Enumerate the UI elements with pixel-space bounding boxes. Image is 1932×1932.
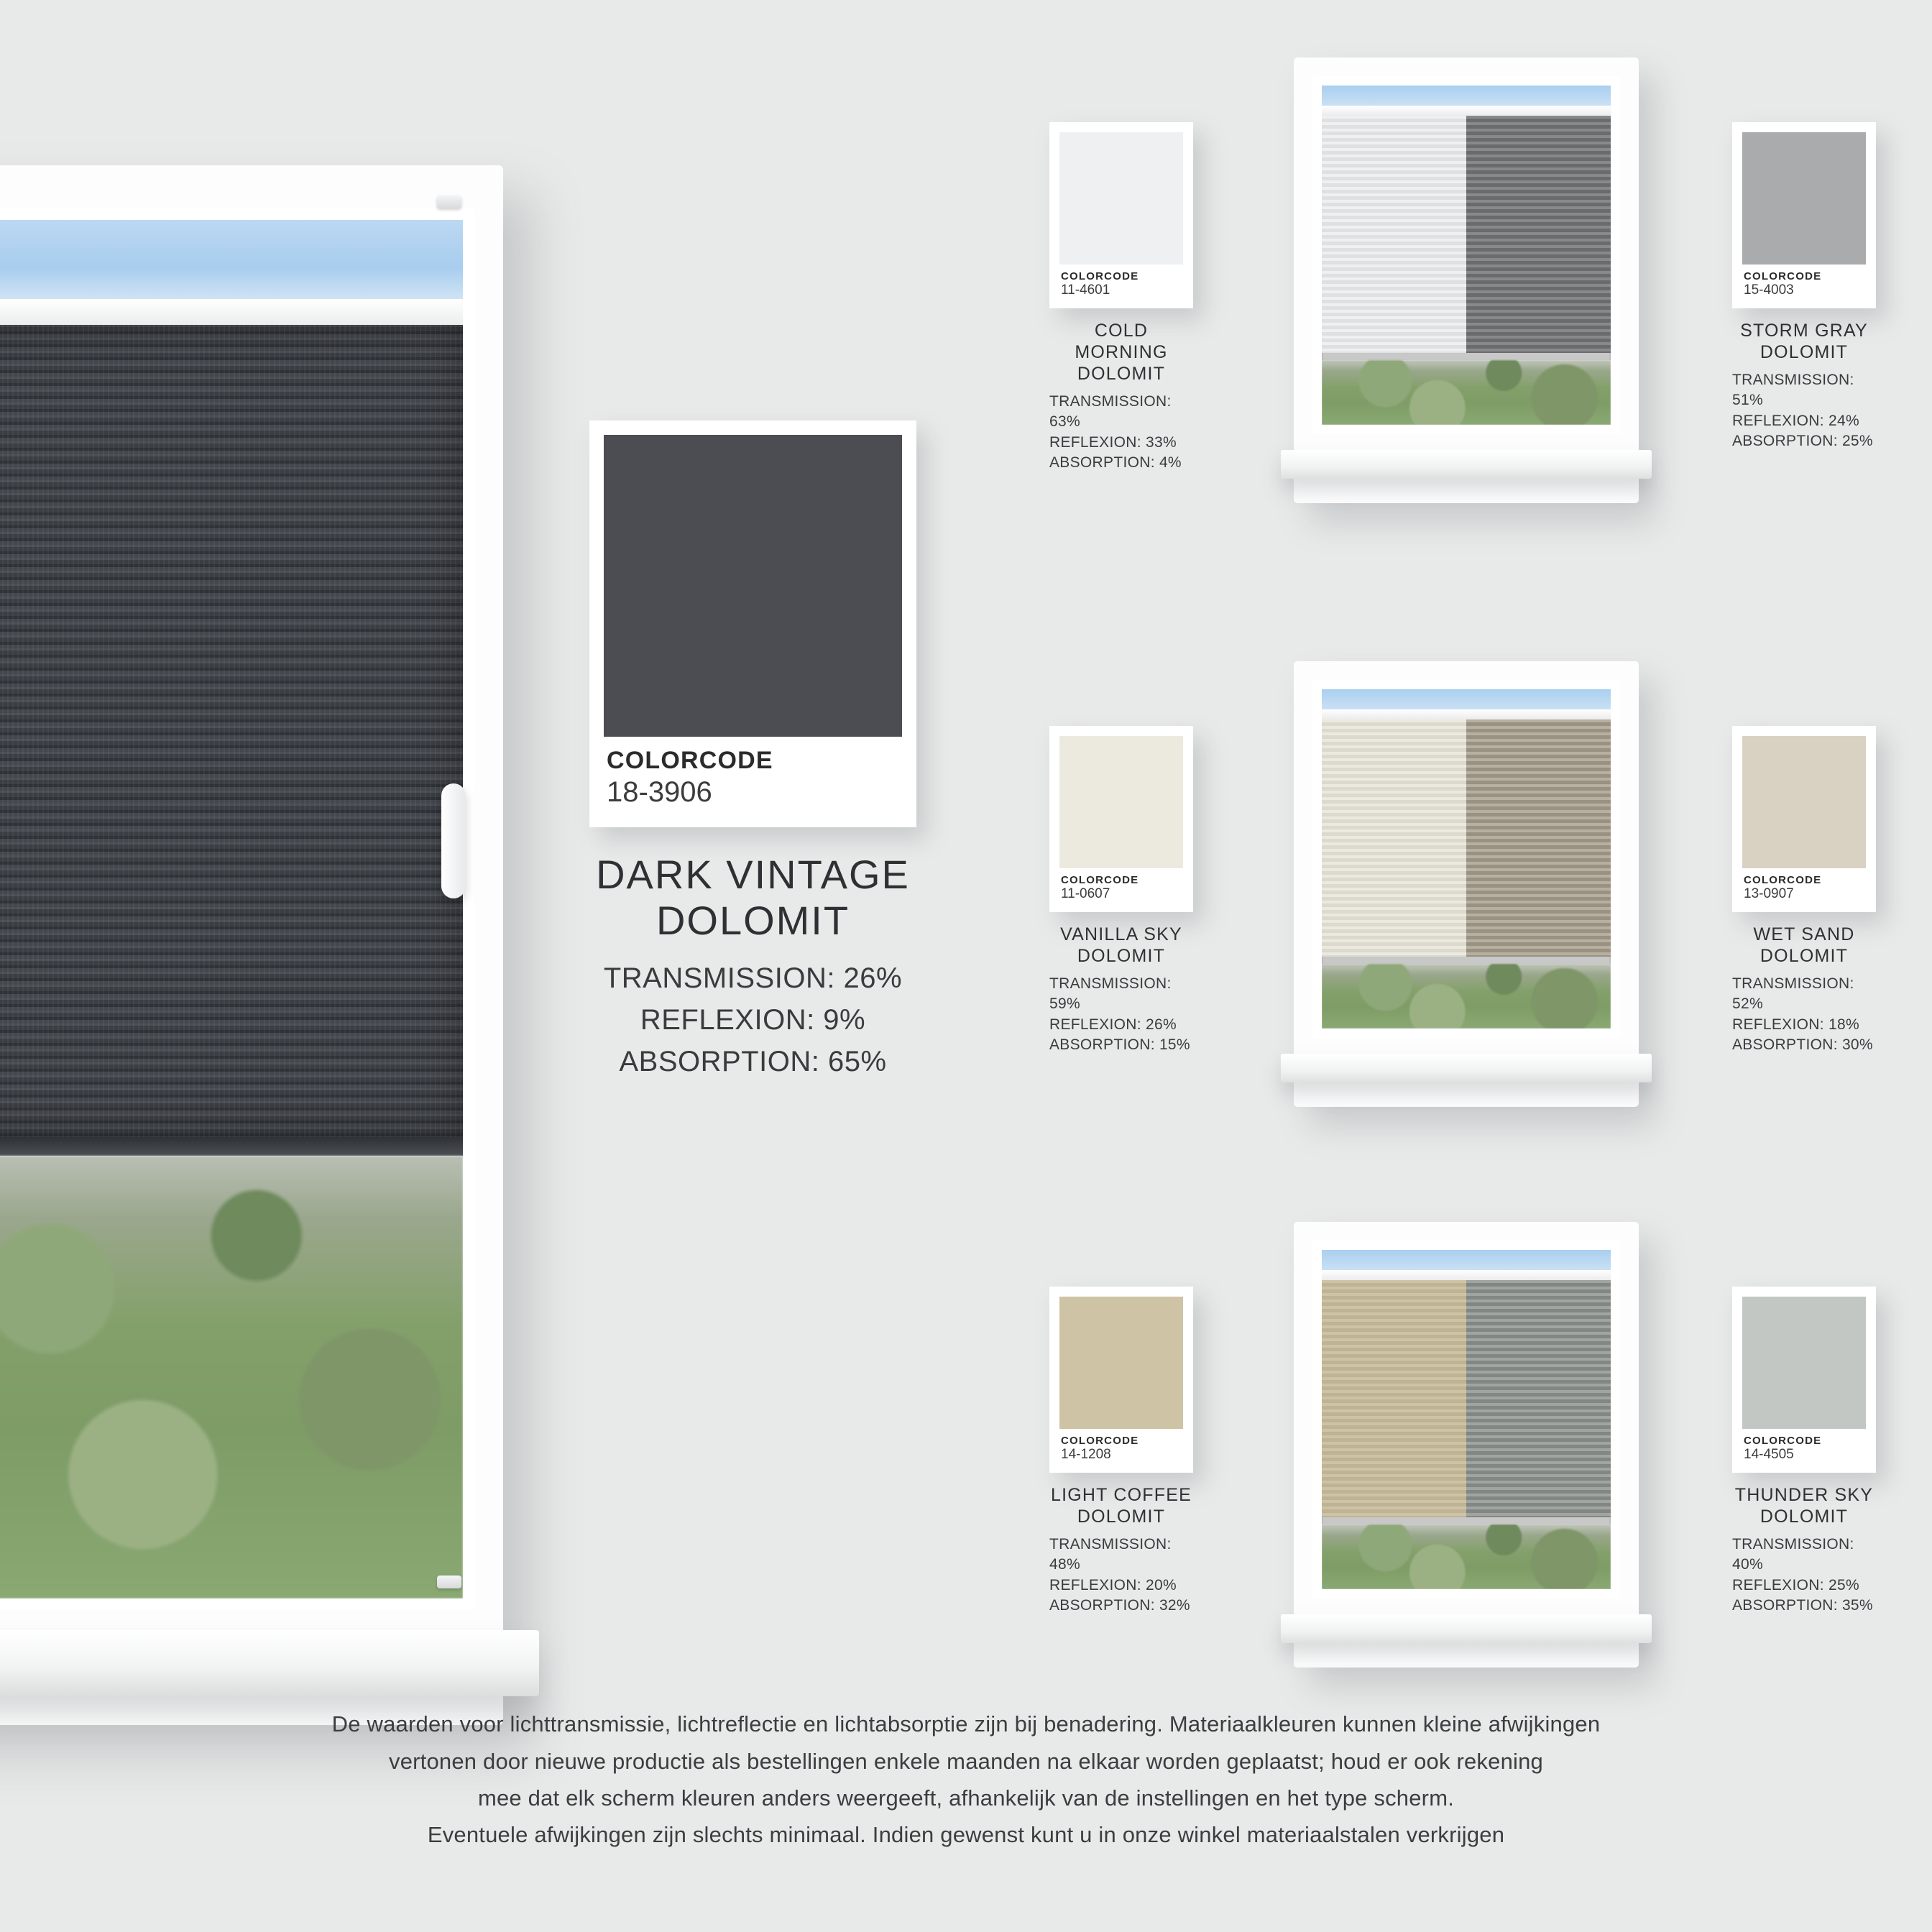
group-2-bottom-rail: [1322, 957, 1611, 964]
cold-morning-name-line1: COLD MORNING: [1075, 321, 1168, 362]
thunder-sky-transmission: TRANSMISSION: 40%: [1732, 1536, 1854, 1573]
storm-gray-specs: [1732, 370, 1876, 451]
main-swatch-meta: [604, 737, 902, 827]
thunder-sky-name-line1: THUNDER SKY: [1734, 1485, 1874, 1505]
main-color-name-line1: DARK VINTAGE: [596, 852, 910, 897]
light-coffee-polaroid: [1049, 1287, 1193, 1473]
hero-bracket-bottom-icon: [437, 1576, 461, 1588]
light-coffee-name: [1049, 1484, 1193, 1527]
vanilla-sky-name: [1049, 924, 1193, 967]
main-color-name-line2: DOLOMIT: [656, 898, 850, 944]
group-2-blind-right-half: [1466, 719, 1611, 957]
group-1-blind-left-half: [1322, 116, 1466, 353]
group-3-blind-left-half: [1322, 1280, 1466, 1517]
group-1-blind-right-half: [1466, 116, 1611, 353]
vanilla-sky-polaroid: [1049, 726, 1193, 912]
vanilla-sky-transmission: TRANSMISSION: 59%: [1049, 975, 1172, 1013]
main-color-card: [589, 420, 916, 1082]
hero-sky: [0, 220, 463, 299]
thunder-sky-polaroid: [1732, 1287, 1876, 1473]
group-2-sky: [1322, 689, 1611, 709]
group-1-landscape-view: [1322, 360, 1611, 425]
thunder-sky-name-line2: DOLOMIT: [1760, 1506, 1849, 1527]
group-2-headrail: [1322, 709, 1611, 719]
group-2-pleated-blind: [1322, 719, 1611, 957]
light-coffee-specs: [1049, 1535, 1193, 1616]
group-3-blind-right-half: [1466, 1280, 1611, 1517]
cold-morning-absorption: ABSORPTION: 4%: [1049, 454, 1182, 472]
storm-gray-name-line2: DOLOMIT: [1760, 342, 1849, 362]
group-1-bottom-rail: [1322, 353, 1611, 360]
group-3-headrail: [1322, 1270, 1611, 1280]
group-3-window: [1294, 1222, 1639, 1668]
vanilla-sky-name-line2: DOLOMIT: [1077, 946, 1166, 966]
color-card-light-coffee: [1049, 1287, 1193, 1616]
wet-sand-reflexion: REFLEXION: 18%: [1732, 1016, 1859, 1033]
group-3-pleated-blind: [1322, 1280, 1611, 1517]
footer-line-4: Eventuele afwijkingen zijn slechts minimaal. Indien gewenst kunt u in onze winkel materiaalstalen verkrijgen: [427, 1821, 1505, 1847]
hero-blind-handle: [441, 783, 466, 898]
group-3-bottom-rail: [1322, 1517, 1611, 1524]
color-card-cold-morning: [1049, 122, 1193, 473]
light-coffee-reflexion: REFLEXION: 20%: [1049, 1576, 1177, 1593]
color-group-3: [1006, 1222, 1926, 1725]
main-color-name: [589, 852, 916, 944]
footer-disclaimer: [0, 1706, 1932, 1853]
vanilla-sky-specs: [1049, 974, 1193, 1055]
cold-morning-reflexion: REFLEXION: 33%: [1049, 433, 1177, 451]
main-colorcode-value: 18-3906: [607, 776, 712, 808]
group-1-headrail: [1322, 106, 1611, 116]
group-2-window-glass: [1312, 680, 1620, 1038]
light-coffee-color-chip: [1059, 1297, 1183, 1429]
color-group-1: [1006, 58, 1926, 561]
wet-sand-name-line1: WET SAND: [1753, 924, 1855, 944]
color-card-wet-sand: [1732, 726, 1876, 1055]
group-3-window-glass: [1312, 1241, 1620, 1598]
storm-gray-absorption: ABSORPTION: 25%: [1732, 433, 1873, 450]
group-1-window-sill: [1281, 450, 1652, 479]
wet-sand-specs: [1732, 974, 1876, 1055]
cold-morning-name-line2: DOLOMIT: [1077, 364, 1166, 384]
vanilla-sky-colorcode-value: 11-0607: [1061, 886, 1110, 901]
thunder-sky-absorption: ABSORPTION: 35%: [1732, 1597, 1873, 1614]
wet-sand-color-chip: [1742, 736, 1866, 868]
wet-sand-absorption: ABSORPTION: 30%: [1732, 1036, 1873, 1054]
vanilla-sky-color-chip: [1059, 736, 1183, 868]
light-coffee-name-line2: DOLOMIT: [1077, 1506, 1166, 1527]
color-group-2: [1006, 661, 1926, 1164]
color-card-thunder-sky: [1732, 1287, 1876, 1616]
footer-line-2: vertonen door nieuwe productie als bestellingen enkele maanden na elkaar worden geplaatst; houd er ook rekening: [389, 1748, 1543, 1774]
storm-gray-transmission: TRANSMISSION: 51%: [1732, 372, 1854, 409]
thunder-sky-name: [1732, 1484, 1876, 1527]
storm-gray-polaroid: [1732, 122, 1876, 308]
wet-sand-transmission: TRANSMISSION: 52%: [1732, 975, 1854, 1013]
main-colorcode-label: COLORCODE: [607, 747, 773, 774]
storm-gray-colorcode-value: 15-4003: [1744, 282, 1794, 298]
light-coffee-transmission: TRANSMISSION: 48%: [1049, 1536, 1172, 1573]
thunder-sky-meta: [1742, 1429, 1866, 1473]
group-2-window: [1294, 661, 1639, 1107]
vanilla-sky-name-line1: VANILLA SKY: [1060, 924, 1182, 944]
thunder-sky-specs: [1732, 1535, 1876, 1616]
light-coffee-meta: [1059, 1429, 1183, 1473]
color-card-vanilla-sky: [1049, 726, 1193, 1055]
vanilla-sky-colorcode-label: COLORCODE: [1061, 874, 1139, 886]
main-color-specs: [589, 957, 916, 1082]
thunder-sky-color-chip: [1742, 1297, 1866, 1429]
wet-sand-colorcode-value: 13-0907: [1744, 886, 1794, 901]
storm-gray-name: [1732, 320, 1876, 363]
color-card-storm-gray: [1732, 122, 1876, 451]
storm-gray-reflexion: REFLEXION: 24%: [1732, 412, 1859, 429]
wet-sand-name: [1732, 924, 1876, 967]
group-3-sky: [1322, 1250, 1611, 1270]
cold-morning-polaroid: [1049, 122, 1193, 308]
storm-gray-meta: [1742, 264, 1866, 308]
main-reflexion: REFLEXION: 9%: [640, 1003, 866, 1036]
main-color-chip: [604, 435, 902, 737]
storm-gray-name-line1: STORM GRAY: [1740, 321, 1868, 341]
hero-window-sill: [0, 1630, 539, 1696]
main-swatch-polaroid: [589, 420, 916, 827]
wet-sand-meta: [1742, 868, 1866, 912]
main-transmission: TRANSMISSION: 26%: [603, 962, 903, 994]
group-2-blind-left-half: [1322, 719, 1466, 957]
hero-landscape-view: [0, 1156, 463, 1598]
group-1-window: [1294, 58, 1639, 503]
group-1-window-glass: [1312, 76, 1620, 434]
cold-morning-specs: [1049, 392, 1193, 473]
group-1-sky: [1322, 86, 1611, 106]
storm-gray-color-chip: [1742, 132, 1866, 264]
hero-window-glass: [0, 208, 474, 1610]
light-coffee-colorcode-label: COLORCODE: [1061, 1435, 1139, 1447]
footer-line-3: mee dat elk scherm kleuren anders weergeeft, afhankelijk van de instellingen en het type scherm.: [477, 1785, 1455, 1811]
hero-window-photo: [0, 165, 503, 1725]
footer-line-1: De waarden voor lichttransmissie, lichtreflectie en lichtabsorptie zijn bij benadering. Materiaalkleuren kunnen kleine afwijkingen: [331, 1711, 1601, 1737]
hero-landscape-detail: [0, 1156, 463, 1598]
cold-morning-color-chip: [1059, 132, 1183, 264]
wet-sand-colorcode-label: COLORCODE: [1744, 874, 1822, 886]
cold-morning-meta: [1059, 264, 1183, 308]
cold-morning-transmission: TRANSMISSION: 63%: [1049, 393, 1172, 431]
hero-bracket-top-icon: [437, 196, 461, 208]
cold-morning-colorcode-label: COLORCODE: [1061, 270, 1139, 282]
hero-bottom-rail: [0, 1137, 463, 1156]
group-2-window-sill: [1281, 1054, 1652, 1082]
hero-headrail: [0, 299, 463, 326]
light-coffee-absorption: ABSORPTION: 32%: [1049, 1597, 1190, 1614]
group-3-window-sill: [1281, 1614, 1652, 1643]
hero-pleated-blind-dark-vintage: [0, 325, 463, 1137]
wet-sand-polaroid: [1732, 726, 1876, 912]
cold-morning-name: [1049, 320, 1193, 385]
storm-gray-colorcode-label: COLORCODE: [1744, 270, 1822, 282]
light-coffee-colorcode-value: 14-1208: [1061, 1447, 1111, 1462]
group-1-pleated-blind: [1322, 116, 1611, 353]
vanilla-sky-meta: [1059, 868, 1183, 912]
thunder-sky-reflexion: REFLEXION: 25%: [1732, 1576, 1859, 1593]
main-absorption: ABSORPTION: 65%: [619, 1045, 887, 1077]
thunder-sky-colorcode-label: COLORCODE: [1744, 1435, 1822, 1447]
group-2-landscape-view: [1322, 964, 1611, 1029]
thunder-sky-colorcode-value: 14-4505: [1744, 1447, 1794, 1462]
vanilla-sky-absorption: ABSORPTION: 15%: [1049, 1036, 1190, 1054]
cold-morning-colorcode-value: 11-4601: [1061, 282, 1110, 298]
vanilla-sky-reflexion: REFLEXION: 26%: [1049, 1016, 1177, 1033]
group-3-landscape-view: [1322, 1524, 1611, 1589]
light-coffee-name-line1: LIGHT COFFEE: [1051, 1485, 1192, 1505]
wet-sand-name-line2: DOLOMIT: [1760, 946, 1849, 966]
